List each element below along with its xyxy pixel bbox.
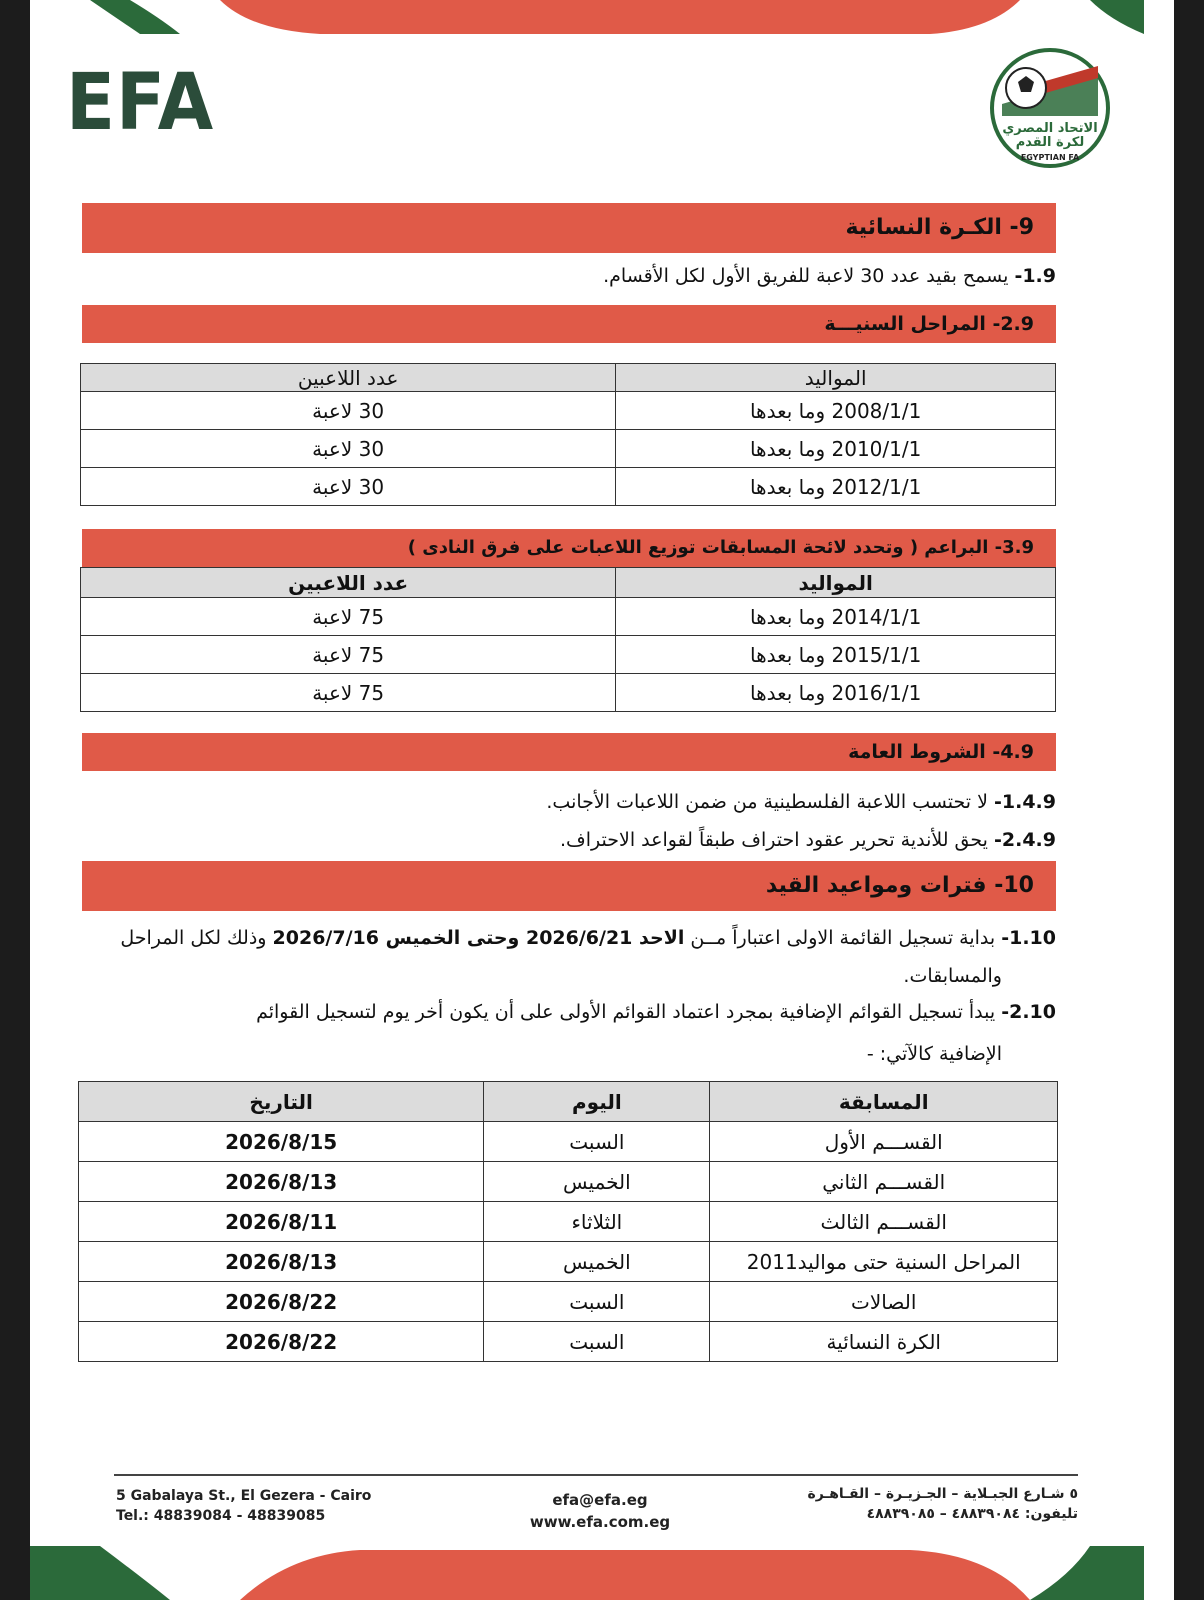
text-9-4-1: لا تحتسب اللاعبة الفلسطينية من ضمن اللاعبات الأجانب. [546,791,994,813]
section-9-4-title: 4.9- الشروط العامة [82,733,1056,771]
efa-logo: EFA [66,58,215,148]
registration-dates-table [78,1081,1058,1362]
table-cell: 2014/1/1 وما بعدها [616,598,1056,636]
top-decoration [30,0,1174,36]
table-cell: الكرة النسائية [710,1322,1058,1362]
section-9-2-title: 2.9- المراحل السنيـــة [82,305,1056,343]
num-9-4-1: 1.4.9- [994,791,1056,813]
table-cell: 2026/8/11 [79,1202,484,1242]
table-cell: 75 لاعبة [81,674,616,712]
table-header: عدد اللاعبين [81,568,616,598]
footer-english [116,1486,371,1527]
age-groups-table [80,363,1056,506]
table-cell: الخميس [484,1242,710,1282]
crest-line2: لكرة القدم [1015,135,1085,150]
footer-email[interactable]: efa@efa.eg [552,1491,648,1509]
section-9-title: 9- الكـرة النسائية [82,203,1056,253]
table-cell: 75 لاعبة [81,598,616,636]
left-border [0,0,30,1600]
footer-contact [520,1490,680,1534]
num-10-1: 1.10- [1001,927,1056,949]
table-cell: 30 لاعبة [81,430,616,468]
num-9-4-2: 2.4.9- [994,829,1056,851]
num-9-1: 1.9- [1014,265,1056,287]
table-cell: الثلاثاء [484,1202,710,1242]
paragraph-10-2 [256,1000,1056,1025]
table-cell: 2015/1/1 وما بعدها [616,636,1056,674]
table-header: المسابقة [710,1082,1058,1122]
paragraph-10-1 [120,926,1056,951]
table-cell: القســـم الثاني [710,1162,1058,1202]
bottom-decoration [30,1546,1174,1600]
table-cell: الخميس [484,1162,710,1202]
footer-address-ar: ٥ شـارع الجبـلاية – الجـزيـرة – القـاهـرة [807,1486,1078,1502]
table-cell: القســـم الثالث [710,1202,1058,1242]
table-cell: 2010/1/1 وما بعدها [616,430,1056,468]
text-9-4-2: يحق للأندية تحرير عقود احتراف طبقاً لقواعد الاحتراف. [560,829,994,851]
footer-divider [114,1474,1078,1476]
table-cell: 75 لاعبة [81,636,616,674]
egyptian-fa-crest-icon [988,46,1112,170]
table-header: عدد اللاعبين [81,364,616,392]
footer-address-en: 5 Gabalaya St., El Gezera - Cairo [116,1488,372,1504]
table-cell: 2012/1/1 وما بعدها [616,468,1056,506]
footer-arabic [807,1484,1078,1525]
table-header: التاريخ [79,1082,484,1122]
text-9-1: يسمح بقيد عدد 30 لاعبة للفريق الأول لكل الأقسام. [603,265,1015,287]
table-header: المواليد [616,568,1056,598]
section-10-title: 10- فترات ومواعيد القيد [82,861,1056,911]
table-cell: السبت [484,1322,710,1362]
text-10-2: يبدأ تسجيل القوائم الإضافية بمجرد اعتماد القوائم الأولى على أن يكون أخر يوم لتسجيل القوائم [256,1001,1002,1023]
table-cell: 30 لاعبة [81,392,616,430]
table-cell: 2026/8/22 [79,1282,484,1322]
right-border [1174,0,1204,1600]
section-9-3-title: 3.9- البراعم ( وتحدد لائحة المسابقات توزيع اللاعبات على فرق النادى ) [82,529,1056,567]
paragraph-10-2-cont: الإضافية كالآتي: - [866,1043,1002,1065]
text-10-1b: وذلك لكل المراحل [120,927,273,949]
table-cell: 2026/8/15 [79,1122,484,1162]
table-cell: 2026/8/13 [79,1242,484,1282]
text-10-1a: بداية تسجيل القائمة الاولى اعتباراً مــن [684,927,1002,949]
footer-tel-ar: تليفون: ٤٨٨٣٩٠٨٤ – ٤٨٨٣٩٠٨٥ [866,1506,1078,1523]
paragraph-9-4-2 [560,828,1056,853]
table-cell: 2026/8/13 [79,1162,484,1202]
table-cell: السبت [484,1282,710,1322]
table-cell: 2016/1/1 وما بعدها [616,674,1056,712]
text-10-1-bold: الاحد 2026/6/21 وحتى الخميس 2026/7/16 [272,927,685,949]
paragraph-9-4-1 [546,790,1056,815]
footer-website[interactable]: www.efa.com.eg [529,1512,671,1531]
table-cell: السبت [484,1122,710,1162]
crest-line1: الاتحاد المصري [1002,121,1098,136]
table-cell: 2026/8/22 [79,1322,484,1362]
table-cell: المراحل السنية حتى مواليد2011 [710,1242,1058,1282]
table-cell: الصالات [710,1282,1058,1322]
paragraph-10-1-cont: والمسابقات. [903,965,1002,987]
table-cell: 2008/1/1 وما بعدها [616,392,1056,430]
footer-tel-en: Tel.: 48839084 - 48839085 [116,1508,326,1525]
table-cell: القســـم الأول [710,1122,1058,1162]
table-header: اليوم [484,1082,710,1122]
num-10-2: 2.10- [1001,1001,1056,1023]
table-header: المواليد [616,364,1056,392]
crest-line3: EGYPTIAN FA [1020,153,1080,162]
buds-table [80,567,1056,712]
table-cell: 30 لاعبة [81,468,616,506]
paragraph-9-1 [603,264,1056,289]
